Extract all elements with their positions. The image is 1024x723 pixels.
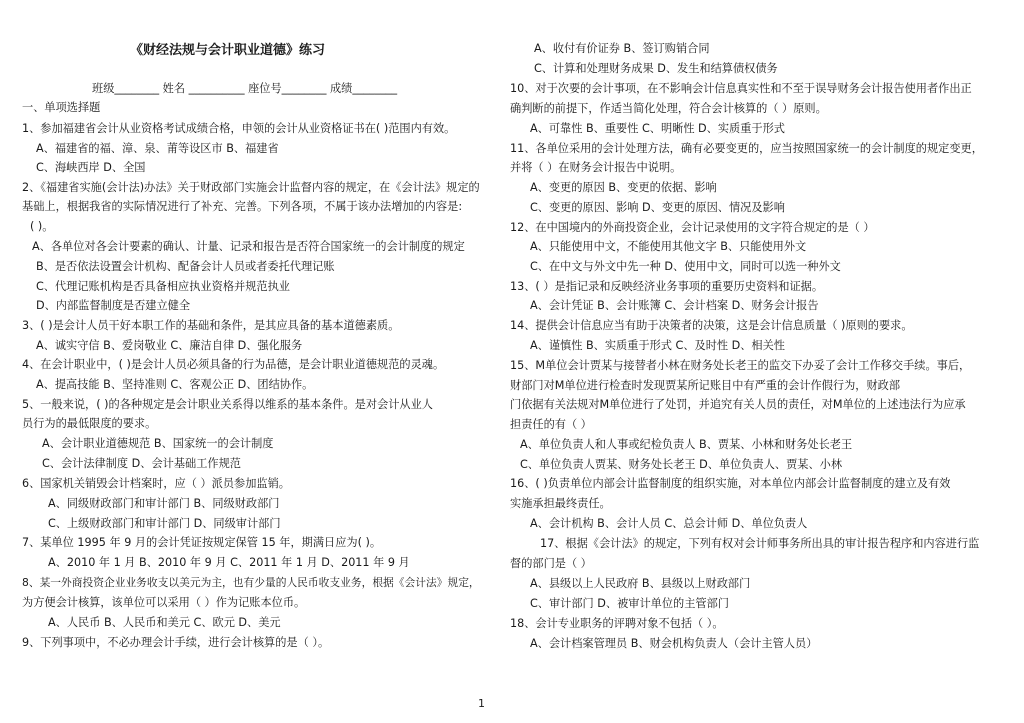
question-line: 为方便会计核算，该单位可以采用（ ）作为记账本位币。	[22, 596, 306, 609]
question-line: 确判断的前提下，作适当简化处理，符合会计核算的（ ）原则。	[510, 102, 827, 115]
option-line: A、谨慎性 B、实质重于形式 C、及时性 D、相关性	[530, 339, 785, 352]
option-line: C、单位负责人贾某、财务处长老王 D、单位负责人、贾某、小林	[520, 458, 843, 471]
question-line: 15、M单位会计贾某与接替者小林在财务处长老王的监交下办妥了会计工作移交手续。事后，	[510, 359, 971, 372]
option-line: A、县级以上人民政府 B、县级以上财政部门	[530, 577, 751, 590]
option-line: A、各单位对各会计要素的确认、计量、记录和报告是否符合国家统一的会计制度的规定	[32, 240, 465, 253]
question-line: 员行为的最低限度的要求。	[22, 417, 157, 430]
question-line: 6、国家机关销毁会计档案时，应（ ）派员参加监销。	[22, 477, 290, 490]
page-number: 1	[478, 697, 485, 710]
option-line: A、人民币 B、人民币和美元 C、欧元 D、美元	[48, 616, 281, 629]
question-line: 12、在中国境内的外商投资企业，会计记录使用的文字符合规定的是（ ）	[510, 221, 875, 234]
question-line: 2、《福建省实施(会计法)办法》关于财政部门实施会计监督内容的规定，在《会计法》规定的	[22, 181, 480, 194]
option-line: A、会计凭证 B、会计账簿 C、会计档案 D、财务会计报告	[530, 299, 819, 312]
option-line: A、收付有价证券 B、签订购销合同	[534, 42, 710, 55]
question-line: 17、根据《会计法》的规定，下列有权对会计师事务所出具的审计报告程序和内容进行监	[540, 537, 980, 550]
option-line: D、内部监督制度是否建立健全	[36, 299, 191, 312]
document-title: 《财经法规与会计职业道德》练习	[130, 43, 326, 58]
option-line: A、变更的原因 B、变更的依据、影响	[530, 181, 717, 194]
question-line: 5、一般来说，( )的各种规定是会计职业关系得以维系的基本条件。是对会计从业人	[22, 398, 433, 411]
question-line: 9、下列事项中，不必办理会计手续，进行会计核算的是（ ）。	[22, 636, 330, 649]
question-line: 8、某一外商投资企业业务收支以美元为主，也有少量的人民币收支业务，根据《会计法》规定，	[22, 576, 480, 589]
question-line: 18、会计专业职务的评聘对象不包括（ ）。	[510, 617, 724, 630]
option-line: A、同级财政部门和审计部门 B、同级财政部门	[48, 497, 280, 510]
option-line: A、可靠性 B、重要性 C、明晰性 D、实质重于形式	[530, 122, 785, 135]
question-line: 并将（ ）在财务会计报告中说明。	[510, 161, 682, 174]
option-line: C、审计部门 D、被审计单位的主管部门	[530, 597, 729, 610]
question-line: ( )。	[30, 220, 54, 233]
header-fields: 班级________ 姓名 __________ 座位号________ 成绩________	[92, 82, 398, 95]
section-heading: 一、单项选择题	[22, 101, 101, 114]
question-line: 4、在会计职业中，( )是会计人员必须具备的行为品德，是会计职业道德规范的灵魂。	[22, 358, 445, 371]
question-line: 16、( )负责单位内部会计监督制度的组织实施，对本单位内部会计监督制度的建立及有效	[510, 477, 951, 490]
question-line: 14、提供会计信息应当有助于决策者的决策，这是会计信息质量（ )原则的要求。	[510, 319, 913, 332]
option-line: C、计算和处理财务成果 D、发生和结算债权债务	[534, 62, 778, 75]
question-line: 门依据有关法规对M单位进行了处罚，并追究有关人员的责任，对M单位的上述违法行为应承	[510, 398, 966, 411]
option-line: B、是否依法设置会计机构、配备会计人员或者委托代理记账	[36, 260, 335, 273]
question-line: 1、参加福建省会计从业资格考试成绩合格，申领的会计从业资格证书在( )范围内有效。	[22, 122, 456, 135]
option-line: A、会计职业道德规范 B、国家统一的会计制度	[42, 437, 274, 450]
question-line: 3、( )是会计人员干好本职工作的基础和条件，是其应具备的基本道德素质。	[22, 319, 400, 332]
option-line: A、会计机构 B、会计人员 C、总会计师 D、单位负责人	[530, 517, 808, 530]
option-line: C、变更的原因、影响 D、变更的原因、情况及影响	[530, 201, 785, 214]
question-line: 实施承担最终责任。	[510, 497, 611, 510]
option-line: C、会计法律制度 D、会计基础工作规范	[42, 457, 241, 470]
option-line: A、单位负责人和人事或纪检负责人 B、贾某、小林和财务处长老王	[520, 438, 853, 451]
option-line: A、提高技能 B、坚持准则 C、客观公正 D、团结协作。	[36, 378, 314, 391]
option-line: A、2010 年 1 月 B、2010 年 9 月 C、2011 年 1 月 D、2011 年 9 月	[48, 556, 410, 569]
question-line: 担责任的有（ ）	[510, 418, 592, 431]
option-line: A、福建省的福、漳、泉、莆等设区市 B、福建省	[36, 142, 279, 155]
question-line: 督的部门是（ ）	[510, 557, 592, 570]
question-line: 13、( ）是指记录和反映经济业务事项的重要历史资料和证据。	[510, 280, 824, 293]
option-line: A、只能使用中文，不能使用其他文字 B、只能使用外文	[530, 240, 807, 253]
option-line: C、代理记账机构是否具备相应执业资格并规范执业	[36, 280, 290, 293]
question-line: 7、某单位 1995 年 9 月的会计凭证按规定保管 15 年，期满日应为( )。	[22, 536, 382, 549]
option-line: C、在中文与外文中先一种 D、使用中文，同时可以选一种外文	[530, 260, 841, 273]
option-line: A、诚实守信 B、爱岗敬业 C、廉洁自律 D、强化服务	[36, 339, 303, 352]
question-line: 11、各单位采用的会计处理方法，确有必要变更的，应当按照国家统一的会计制度的规定变更，	[510, 142, 983, 155]
question-line: 10、对于次要的会计事项，在不影响会计信息真实性和不至于误导财务会计报告使用者作出正	[510, 82, 972, 95]
question-line: 基础上，根据我省的实际情况进行了补充、完善。下列各项，不属于该办法增加的内容是:	[22, 200, 463, 213]
option-line: C、上级财政部门和审计部门 D、同级审计部门	[48, 517, 281, 530]
option-line: A、会计档案管理员 B、财会机构负责人（会计主管人员）	[530, 637, 818, 650]
question-line: 财部门对M单位进行检查时发现贾某所记账目中有严重的会计作假行为，财政部	[510, 379, 901, 392]
option-line: C、海峡西岸 D、全国	[36, 161, 146, 174]
